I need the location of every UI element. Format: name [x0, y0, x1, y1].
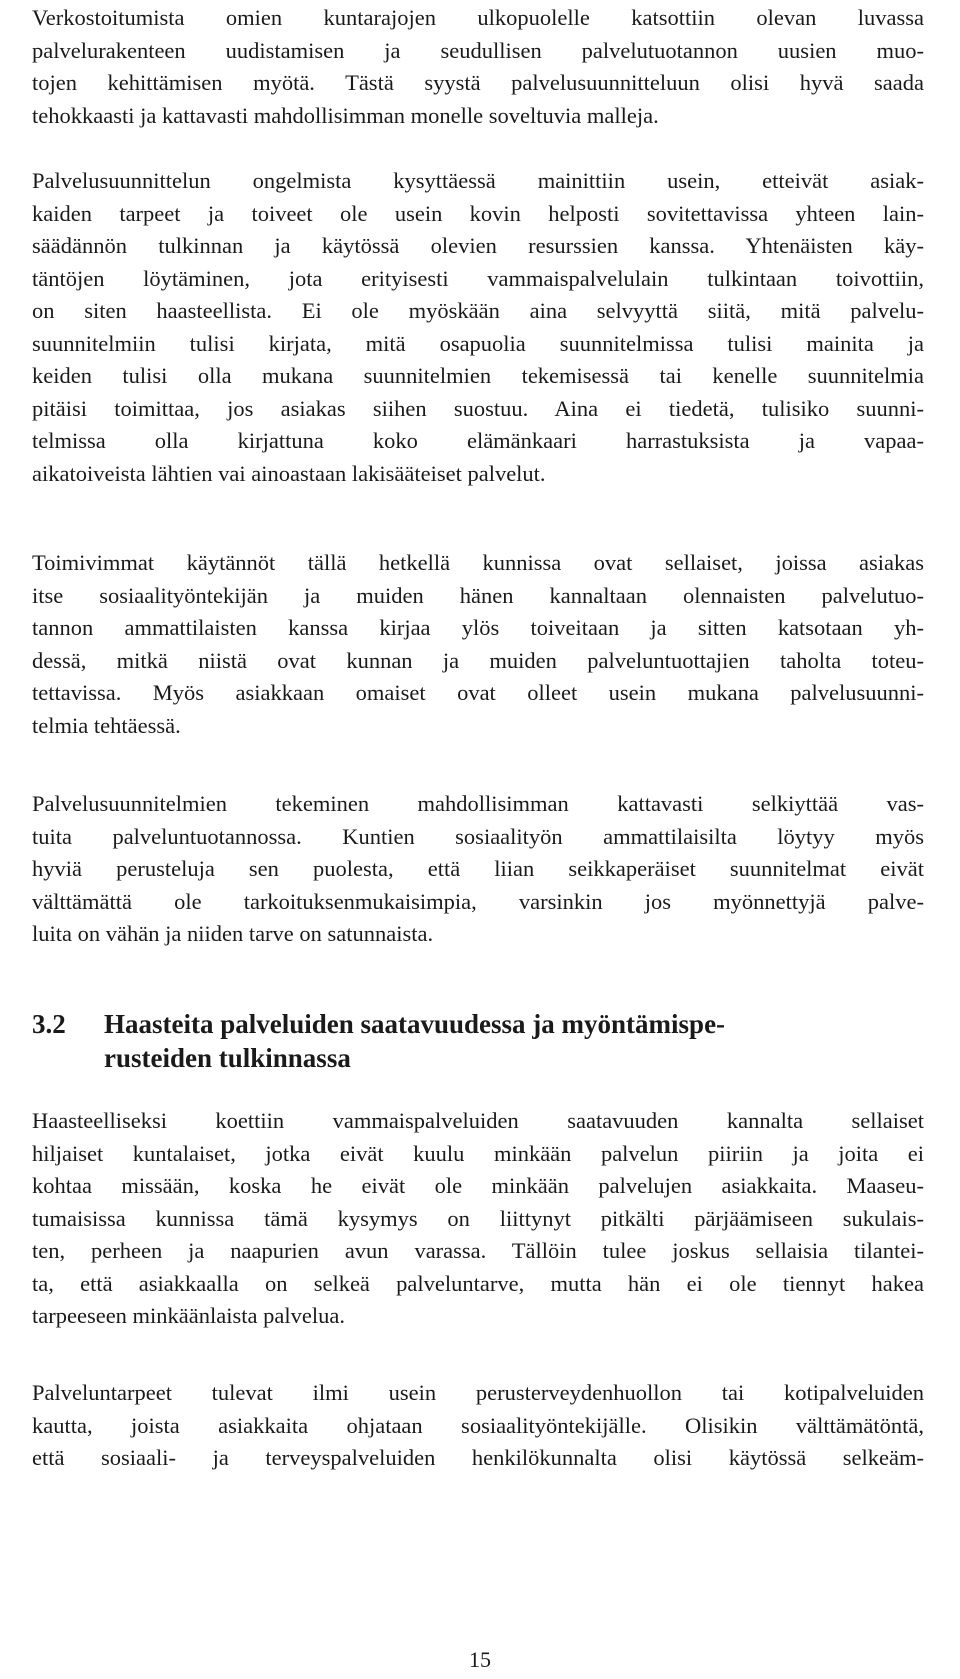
section-number: 3.2: [32, 1009, 66, 1039]
text-line: tettavissa. Myös asiakkaan omaiset ovat olleet usein mukana palvelusuunni-: [32, 680, 924, 705]
text-line: Palveluntarpeet tulevat ilmi usein perusterveydenhuollon tai kotipalveluiden: [32, 1380, 924, 1405]
section-title: [104, 1007, 924, 1075]
text-line: kaiden tarpeet ja toiveet ole usein kovin helposti sovitettavissa yhteen lain-: [32, 200, 924, 226]
text-line: dessä, mitkä niistä ovat kunnan ja muiden palveluntuottajien taholta toteu-: [32, 647, 924, 673]
text-line: säädännön tulkinnan ja käytössä olevien resurssien kanssa. Yhtenäisten käy-: [32, 233, 924, 258]
page-number: 15: [469, 1647, 491, 1672]
text-line: luita on vähän ja niiden tarve on satunnaista.: [32, 921, 434, 946]
text-line: Toimivimmat käytännöt tällä hetkellä kunnissa ovat sellaiset, joissa asiakas: [32, 550, 924, 575]
text-line: suunnitelmiin tulisi kirjata, mitä osapuolia suunnitelmissa tulisi mainita ja: [32, 330, 924, 356]
paragraph-text: [32, 2, 924, 132]
text-line: että sosiaali- ja terveyspalveluiden henkilökunnalta olisi käytössä selkeäm-: [32, 1445, 924, 1470]
section-title-line: rusteiden tulkinnassa: [104, 1043, 351, 1073]
text-line: tumaisissa kunnissa tämä kysymys on liittynyt pitkälti pärjäämiseen sukulais-: [32, 1205, 924, 1231]
text-line: itse sosiaalityöntekijän ja muiden hänen kannaltaan olennaisten palvelutuo-: [32, 582, 924, 608]
paragraph-3: [32, 547, 924, 742]
text-line: Verkostoitumista omien kuntarajojen ulkopuolelle katsottiin olevan luvassa: [32, 5, 924, 30]
paragraph-6: [32, 1377, 924, 1475]
text-line: palvelurakenteen uudistamisen ja seudullisen palvelutuotannon uusien muo-: [32, 37, 924, 63]
paragraph-text: [32, 1105, 924, 1333]
text-line: Palvelusuunnitelmien tekeminen mahdollisimman kattavasti selkiyttää vas-: [32, 791, 924, 816]
paragraph-text: [32, 165, 924, 490]
text-line: Haasteelliseksi koettiin vammaispalveluiden saatavuuden kannalta sellaiset: [32, 1108, 924, 1133]
paragraph-4: [32, 788, 924, 951]
paragraph-text: [32, 1377, 924, 1475]
paragraph-2: [32, 165, 924, 490]
paragraph-5: [32, 1105, 924, 1333]
text-line: pitäisi toimittaa, jos asiakas siihen suostuu. Aina ei tiedetä, tulisiko suunni-: [32, 395, 924, 421]
text-line: hiljaiset kuntalaiset, jotka eivät kuulu minkään palvelun piiriin ja joita ei: [32, 1140, 924, 1166]
text-line: tuita palveluntuotannossa. Kuntien sosiaalityön ammattilaisilta löytyy myös: [32, 823, 924, 849]
text-line: ta, että asiakkaalla on selkeä palveluntarve, mutta hän ei ole tiennyt hakea: [32, 1270, 924, 1296]
text-line: kohtaa missään, koska he eivät ole minkään palvelujen asiakkaita. Maaseu-: [32, 1173, 924, 1198]
text-line: tojen kehittämisen myötä. Tästä syystä palvelusuunnitteluun olisi hyvä saada: [32, 70, 924, 95]
text-line: hyviä perusteluja sen puolesta, että liian seikkaperäiset suunnitelmat eivät: [32, 856, 924, 881]
text-line: telmia tehtäessä.: [32, 712, 181, 738]
text-line: on siten haasteellista. Ei ole myöskään aina selvyyttä siitä, mitä palvelu-: [32, 298, 924, 323]
text-line: täntöjen löytäminen, jota erityisesti vammaispalvelulain tulkintaan toivottiin,: [32, 265, 924, 291]
text-line: keiden tulisi olla mukana suunnitelmien tekemisessä tai kenelle suunnitelmia: [32, 363, 924, 388]
text-line: tehokkaasti ja kattavasti mahdollisimman monelle soveltuvia malleja.: [32, 102, 659, 128]
text-line: Palvelusuunnittelun ongelmista kysyttäessä mainittiin usein, etteivät asiak-: [32, 168, 924, 193]
text-line: kautta, joista asiakkaita ohjataan sosiaalityöntekijälle. Olisikin välttämätöntä,: [32, 1412, 924, 1438]
section-title-line: Haasteita palveluiden saatavuudessa ja myöntämispe-: [104, 1009, 726, 1039]
text-line: tannon ammattilaisten kanssa kirjaa ylös toiveitaan ja sitten katsotaan yh-: [32, 615, 924, 640]
text-line: välttämättä ole tarkoituksenmukaisimpia, varsinkin jos myönnettyjä palve-: [32, 888, 924, 914]
text-line: ten, perheen ja naapurien avun varassa. Tällöin tulee joskus sellaisia tilantei-: [32, 1238, 924, 1263]
paragraph-text: [32, 788, 924, 951]
text-line: telmissa olla kirjattuna koko elämänkaari harrastuksista ja vapaa-: [32, 428, 924, 453]
text-line: aikatoiveista lähtien vai ainoastaan lakisääteiset palvelut.: [32, 460, 546, 486]
paragraph-text: [32, 547, 924, 742]
text-line: tarpeeseen minkäänlaista palvelua.: [32, 1303, 345, 1328]
paragraph-1: [32, 2, 924, 132]
